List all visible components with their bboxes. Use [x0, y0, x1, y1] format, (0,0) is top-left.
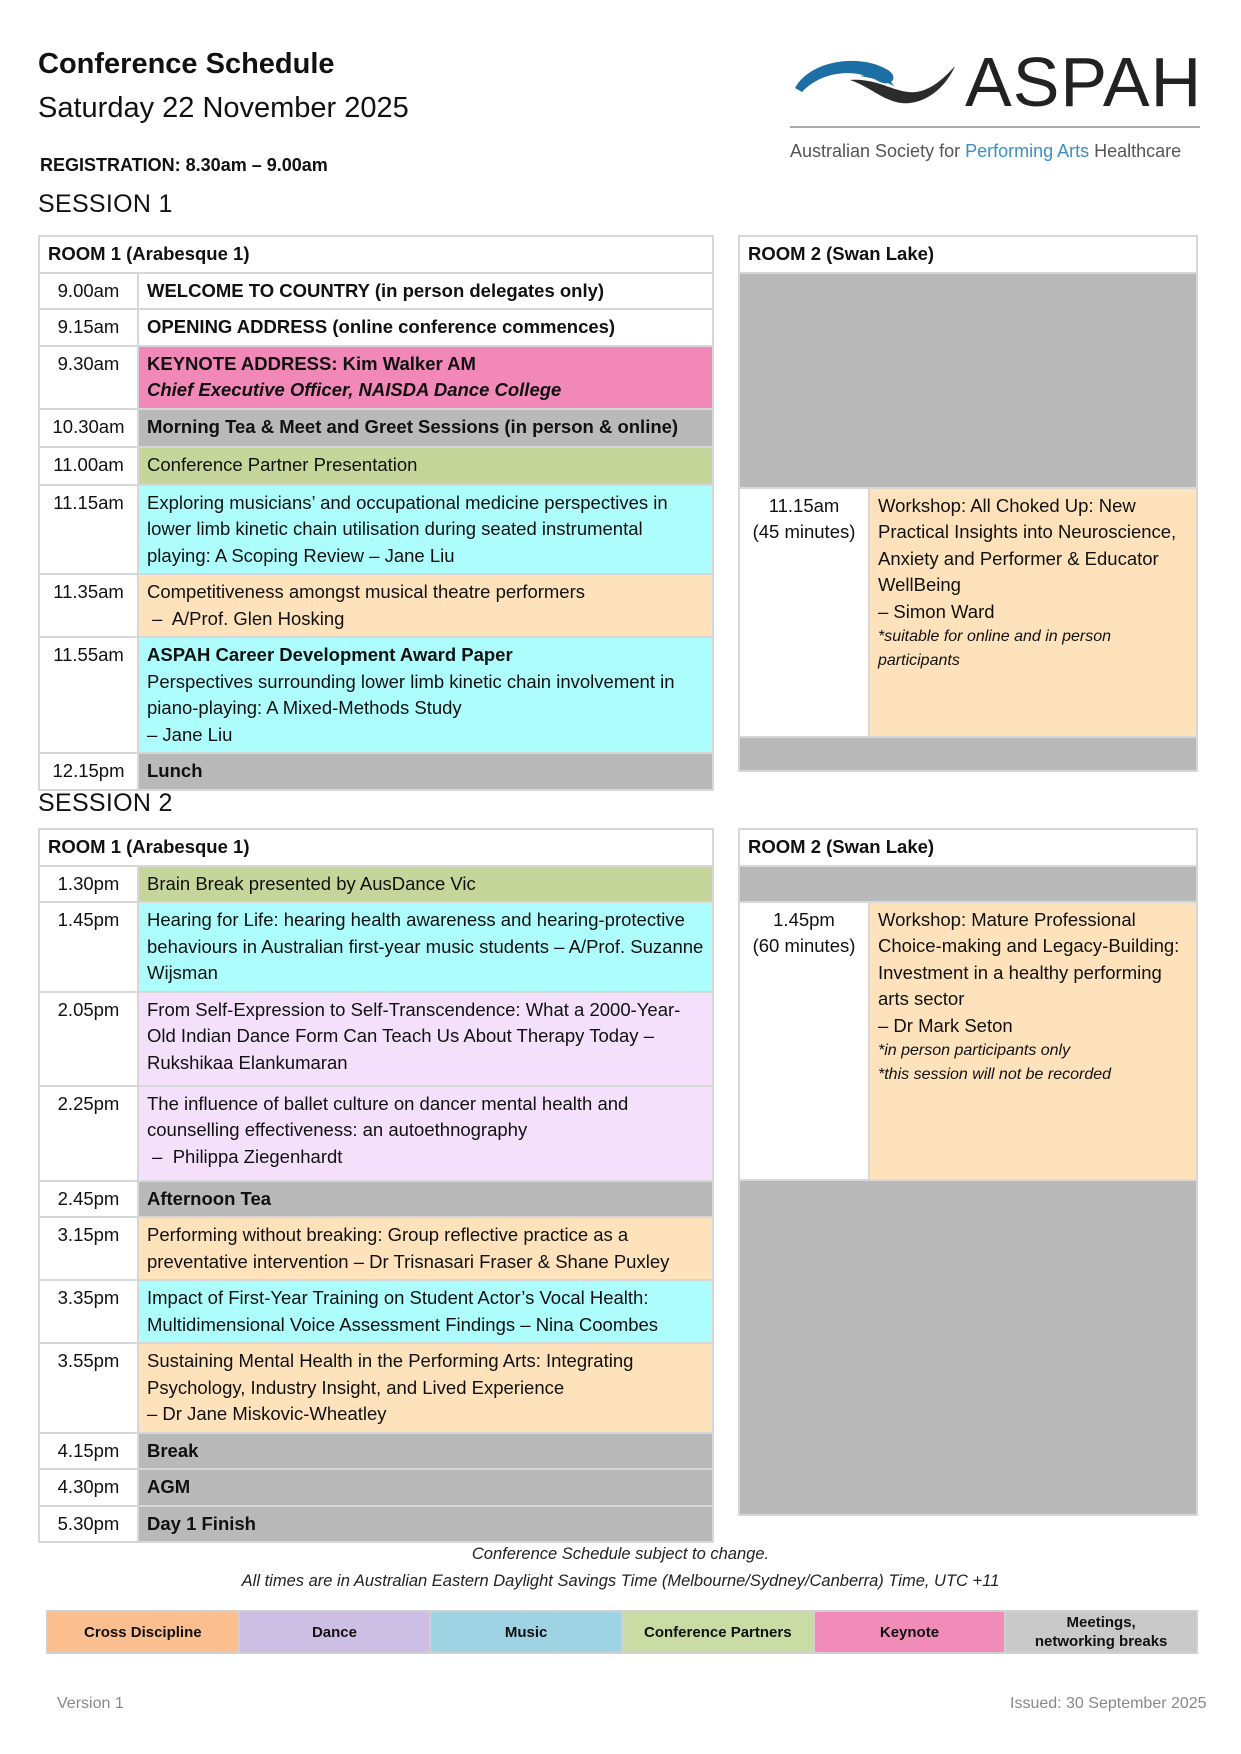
row-time: 4.30pm — [39, 1469, 138, 1506]
row-title: Break — [138, 1433, 713, 1470]
table-row — [39, 485, 713, 575]
logo-tagline-post: Healthcare — [1089, 141, 1182, 161]
workshop-time: 1.45pm — [773, 908, 835, 930]
row-title: Hearing for Life: hearing health awareness and hearing-protective behaviours in Australian first-year music students – A/Prof. Suzanne Wijsman — [138, 902, 713, 992]
row-title: WELCOME TO COUNTRY (in person delegates only) — [138, 273, 713, 310]
row-title: From Self-Expression to Self-Transcendence: What a 2000-Year-Old Indian Dance Form Can Teach Us About Therapy Today – Rukshikaa Elankumaran — [138, 992, 713, 1086]
row-title: Impact of First-Year Training on Student Actor’s Vocal Health: Multidimensional Voice Assessment Findings – Nina Coombes — [138, 1280, 713, 1343]
empty-slot — [739, 273, 1197, 488]
table-row — [39, 447, 713, 485]
row-time: 9.15am — [39, 309, 138, 346]
table-row — [739, 488, 1197, 737]
award-title: ASPAH Career Development Award Paper — [147, 644, 513, 665]
row-time: 10.30am — [39, 409, 138, 447]
table-row — [39, 902, 713, 992]
table-row — [39, 992, 713, 1086]
room-1-header: ROOM 1 (Arabesque 1) — [39, 236, 713, 273]
table-row — [39, 1433, 713, 1470]
room-2-header: ROOM 2 (Swan Lake) — [739, 829, 1197, 866]
workshop-cell — [869, 902, 1197, 1180]
empty-slot — [739, 1180, 1197, 1515]
workshop-note: *this session will not be recorded — [878, 1066, 1112, 1083]
workshop-time: 11.15am — [768, 494, 840, 516]
row-title: Perspectives surrounding lower limb kinetic chain involvement in piano-playing: A Mixed-Methods Study — [147, 670, 675, 718]
room-2-header: ROOM 2 (Swan Lake) — [739, 236, 1197, 273]
row-time: 2.25pm — [39, 1086, 138, 1181]
legend-cross-discipline: Cross Discipline — [47, 1611, 239, 1653]
logo-tagline — [790, 141, 1181, 162]
legend-music: Music — [430, 1611, 622, 1653]
row-time: 11.00am — [39, 447, 138, 485]
table-row — [39, 1469, 713, 1506]
row-presenter: – Philippa Ziegenhardt — [147, 1145, 343, 1167]
issued-date: Issued: 30 September 2025 — [1010, 1695, 1207, 1712]
color-legend — [46, 1610, 1198, 1654]
row-title: Afternoon Tea — [138, 1181, 713, 1218]
row-title: Brain Break presented by AusDance Vic — [138, 866, 713, 903]
keynote-subtitle: Chief Executive Officer, NAISDA Dance College — [147, 379, 562, 400]
row-time: 5.30pm — [39, 1506, 138, 1543]
schedule-change-note: Conference Schedule subject to change. — [471, 1545, 770, 1563]
row-time: 9.30am — [39, 346, 138, 409]
table-row — [39, 1506, 713, 1543]
room-1-header: ROOM 1 (Arabesque 1) — [39, 829, 713, 866]
row-cell — [138, 574, 713, 637]
row-time: 1.45pm — [39, 902, 138, 992]
logo-tagline-pre: Australian Society for — [790, 141, 966, 161]
row-title: The influence of ballet culture on dancer mental health and counselling effectiveness: an autoethnography — [147, 1092, 629, 1140]
table-row — [39, 753, 713, 790]
row-title: Competitiveness amongst musical theatre performers — [147, 581, 586, 602]
row-cell — [138, 1086, 713, 1181]
workshop-presenter: – Dr Mark Seton — [878, 1014, 1013, 1036]
workshop-title: Workshop: Mature Professional Choice-making and Legacy-Building: Investment in a healthy performing arts sector — [878, 908, 1180, 1009]
registration-time: REGISTRATION: 8.30am – 9.00am — [40, 155, 328, 175]
row-presenter: – A/Prof. Glen Hosking — [147, 607, 345, 629]
row-time: 2.05pm — [39, 992, 138, 1086]
workshop-note: *in person participants only — [878, 1042, 1071, 1059]
row-title: Morning Tea & Meet and Greet Sessions (in person & online) — [138, 409, 713, 447]
row-time: 9.00am — [39, 273, 138, 310]
row-title: AGM — [138, 1469, 713, 1506]
table-row — [739, 902, 1197, 1180]
table-row — [39, 574, 713, 637]
row-time: 2.45pm — [39, 1181, 138, 1218]
row-time: 3.15pm — [39, 1217, 138, 1280]
session-1-room-1-table — [38, 235, 714, 791]
table-row — [39, 273, 713, 310]
aspah-swoosh-logo-icon — [790, 48, 960, 118]
legend-keynote: Keynote — [814, 1611, 1006, 1653]
row-time: 11.55am — [39, 637, 138, 753]
session-2-heading: SESSION 2 — [38, 789, 173, 817]
table-row — [39, 409, 713, 447]
legend-meetings-line2: networking breaks — [1034, 1633, 1168, 1650]
version-label: Version 1 — [57, 1695, 124, 1712]
session-2-room-2-table — [738, 828, 1198, 1516]
table-row — [39, 1217, 713, 1280]
table-row — [39, 637, 713, 753]
logo-wordmark: ASPAH — [965, 43, 1203, 121]
row-title: Lunch — [138, 753, 713, 790]
row-time: 11.35am — [39, 574, 138, 637]
page-subtitle: Saturday 22 November 2025 — [38, 92, 409, 124]
table-row — [39, 346, 713, 409]
table-row — [39, 866, 713, 903]
row-title: Day 1 Finish — [138, 1506, 713, 1543]
legend-meetings — [1005, 1611, 1197, 1653]
row-cell — [138, 637, 713, 753]
row-presenter: – Jane Liu — [147, 723, 233, 745]
logo-tagline-accent: Performing Arts — [965, 141, 1090, 161]
timezone-note: All times are in Australian Eastern Daylight Savings Time (Melbourne/Sydney/Canberra) Time, UTC +11 — [241, 1572, 1000, 1590]
row-time: 3.55pm — [39, 1343, 138, 1433]
workshop-time-cell — [739, 488, 869, 737]
row-title: OPENING ADDRESS (online conference commences) — [138, 309, 713, 346]
session-1-room-2-table — [738, 235, 1198, 772]
table-row — [39, 1280, 713, 1343]
table-row — [39, 1181, 713, 1218]
empty-slot — [739, 866, 1197, 902]
session-1-heading: SESSION 1 — [38, 190, 173, 218]
workshop-time-cell — [739, 902, 869, 1180]
row-title: Sustaining Mental Health in the Performing Arts: Integrating Psychology, Industry Insight, and Lived Experience — [147, 1350, 634, 1398]
workshop-duration: (60 minutes) — [752, 935, 856, 956]
workshop-cell — [869, 488, 1197, 737]
table-row — [39, 1086, 713, 1181]
workshop-note: *suitable for online and in person participants — [878, 628, 1112, 669]
workshop-title: Workshop: All Choked Up: New Practical Insights into Neuroscience, Anxiety and Performer & Educator WellBeing — [878, 494, 1177, 595]
empty-slot — [739, 737, 1197, 771]
logo-divider — [790, 126, 1200, 128]
row-time: 1.30pm — [39, 866, 138, 903]
keynote-cell — [138, 346, 713, 409]
row-presenter: – Dr Jane Miskovic-Wheatley — [147, 1403, 387, 1424]
row-title: Exploring musicians’ and occupational medicine perspectives in lower limb kinetic chain utilisation during seated instrumental playing: A Scoping Review – Jane Liu — [138, 485, 713, 575]
page-title: Conference Schedule — [38, 48, 335, 80]
legend-dance: Dance — [239, 1611, 431, 1653]
row-title: Performing without breaking: Group reflective practice as a preventative intervention – Dr Trisnasari Fraser & Shane Puxley — [138, 1217, 713, 1280]
table-row — [39, 309, 713, 346]
row-time: 3.35pm — [39, 1280, 138, 1343]
legend-meetings-line1: Meetings, — [1066, 1614, 1136, 1631]
row-title: Conference Partner Presentation — [138, 447, 713, 485]
workshop-presenter: – Simon Ward — [878, 600, 995, 622]
row-time: 4.15pm — [39, 1433, 138, 1470]
legend-conference-partners: Conference Partners — [622, 1611, 814, 1653]
workshop-duration: (45 minutes) — [752, 521, 856, 542]
keynote-title: KEYNOTE ADDRESS: Kim Walker AM — [147, 352, 476, 374]
row-cell — [138, 1343, 713, 1433]
session-2-room-1-table — [38, 828, 714, 1543]
row-time: 11.15am — [39, 485, 138, 575]
table-row — [39, 1343, 713, 1433]
row-time: 12.15pm — [39, 753, 138, 790]
